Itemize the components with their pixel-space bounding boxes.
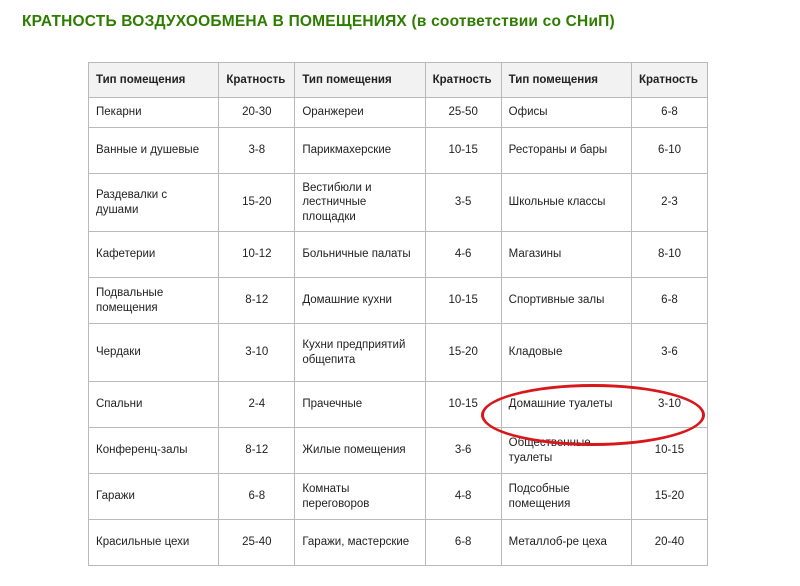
cell-type: Спальни	[89, 382, 219, 428]
column-header-type-2: Тип помещения	[295, 63, 425, 98]
cell-rate: 10-15	[425, 278, 501, 324]
column-header-rate-2: Кратность	[425, 63, 501, 98]
cell-type: Металлоб-ре цеха	[501, 520, 631, 566]
cell-rate: 10-15	[631, 428, 707, 474]
cell-rate: 2-4	[219, 382, 295, 428]
cell-rate: 15-20	[631, 474, 707, 520]
cell-rate: 3-6	[425, 428, 501, 474]
cell-rate: 20-30	[219, 98, 295, 128]
table-row	[89, 324, 708, 382]
column-header-rate-3: Кратность	[631, 63, 707, 98]
cell-rate: 15-20	[425, 324, 501, 382]
cell-rate: 6-8	[219, 474, 295, 520]
cell-type: Подвальные помещения	[89, 278, 219, 324]
cell-type: Гаражи, мастерские	[295, 520, 425, 566]
cell-type: Кафетерии	[89, 232, 219, 278]
cell-rate: 3-5	[425, 174, 501, 232]
cell-rate: 8-10	[631, 232, 707, 278]
cell-rate: 8-12	[219, 278, 295, 324]
cell-rate: 25-50	[425, 98, 501, 128]
cell-rate: 25-40	[219, 520, 295, 566]
cell-type: Оранжереи	[295, 98, 425, 128]
cell-rate: 15-20	[219, 174, 295, 232]
column-header-rate-1: Кратность	[219, 63, 295, 98]
cell-rate: 3-10	[219, 324, 295, 382]
cell-type: Кухни предприятий общепита	[295, 324, 425, 382]
cell-type: Комнаты переговоров	[295, 474, 425, 520]
cell-rate: 10-15	[425, 382, 501, 428]
cell-type: Рестораны и бары	[501, 128, 631, 174]
cell-type: Спортивные залы	[501, 278, 631, 324]
cell-rate: 6-8	[631, 278, 707, 324]
air-exchange-rates-table	[88, 62, 708, 566]
table-row	[89, 474, 708, 520]
cell-rate: 6-8	[631, 98, 707, 128]
cell-type: Вестибюли и лестничные площадки	[295, 174, 425, 232]
table-row	[89, 174, 708, 232]
cell-type: Офисы	[501, 98, 631, 128]
cell-type: Чердаки	[89, 324, 219, 382]
cell-type: Парикмахерские	[295, 128, 425, 174]
cell-type: Кладовые	[501, 324, 631, 382]
cell-type: Подсобные помещения	[501, 474, 631, 520]
cell-rate: 2-3	[631, 174, 707, 232]
cell-rate: 3-8	[219, 128, 295, 174]
cell-rate: 6-10	[631, 128, 707, 174]
cell-type: Пекарни	[89, 98, 219, 128]
cell-type-highlighted: Домашние туалеты	[501, 382, 631, 428]
cell-type: Ванные и душевые	[89, 128, 219, 174]
cell-rate-highlighted: 3-10	[631, 382, 707, 428]
cell-rate: 10-15	[425, 128, 501, 174]
cell-rate: 3-6	[631, 324, 707, 382]
cell-rate: 10-12	[219, 232, 295, 278]
cell-rate: 6-8	[425, 520, 501, 566]
cell-type: Раздевалки с душами	[89, 174, 219, 232]
table-header-row	[89, 63, 708, 98]
cell-type: Общественные туалеты	[501, 428, 631, 474]
air-exchange-table-wrapper	[88, 62, 708, 566]
cell-rate: 4-6	[425, 232, 501, 278]
column-header-type-1: Тип помещения	[89, 63, 219, 98]
cell-type: Жилые помещения	[295, 428, 425, 474]
cell-rate: 4-8	[425, 474, 501, 520]
cell-type: Магазины	[501, 232, 631, 278]
cell-type: Прачечные	[295, 382, 425, 428]
table-row	[89, 232, 708, 278]
cell-rate: 20-40	[631, 520, 707, 566]
cell-type: Домашние кухни	[295, 278, 425, 324]
column-header-type-3: Тип помещения	[501, 63, 631, 98]
cell-type: Школьные классы	[501, 174, 631, 232]
cell-type: Гаражи	[89, 474, 219, 520]
table-row-highlighted	[89, 382, 708, 428]
table-row	[89, 128, 708, 174]
cell-rate: 8-12	[219, 428, 295, 474]
page-title: КРАТНОСТЬ ВОЗДУХООБМЕНА В ПОМЕЩЕНИЯХ (в соответствии со СНиП)	[22, 13, 615, 30]
cell-type: Конференц-залы	[89, 428, 219, 474]
table-row	[89, 98, 708, 128]
cell-type: Больничные палаты	[295, 232, 425, 278]
table-row	[89, 428, 708, 474]
table-row	[89, 278, 708, 324]
cell-type: Красильные цехи	[89, 520, 219, 566]
table-row	[89, 520, 708, 566]
